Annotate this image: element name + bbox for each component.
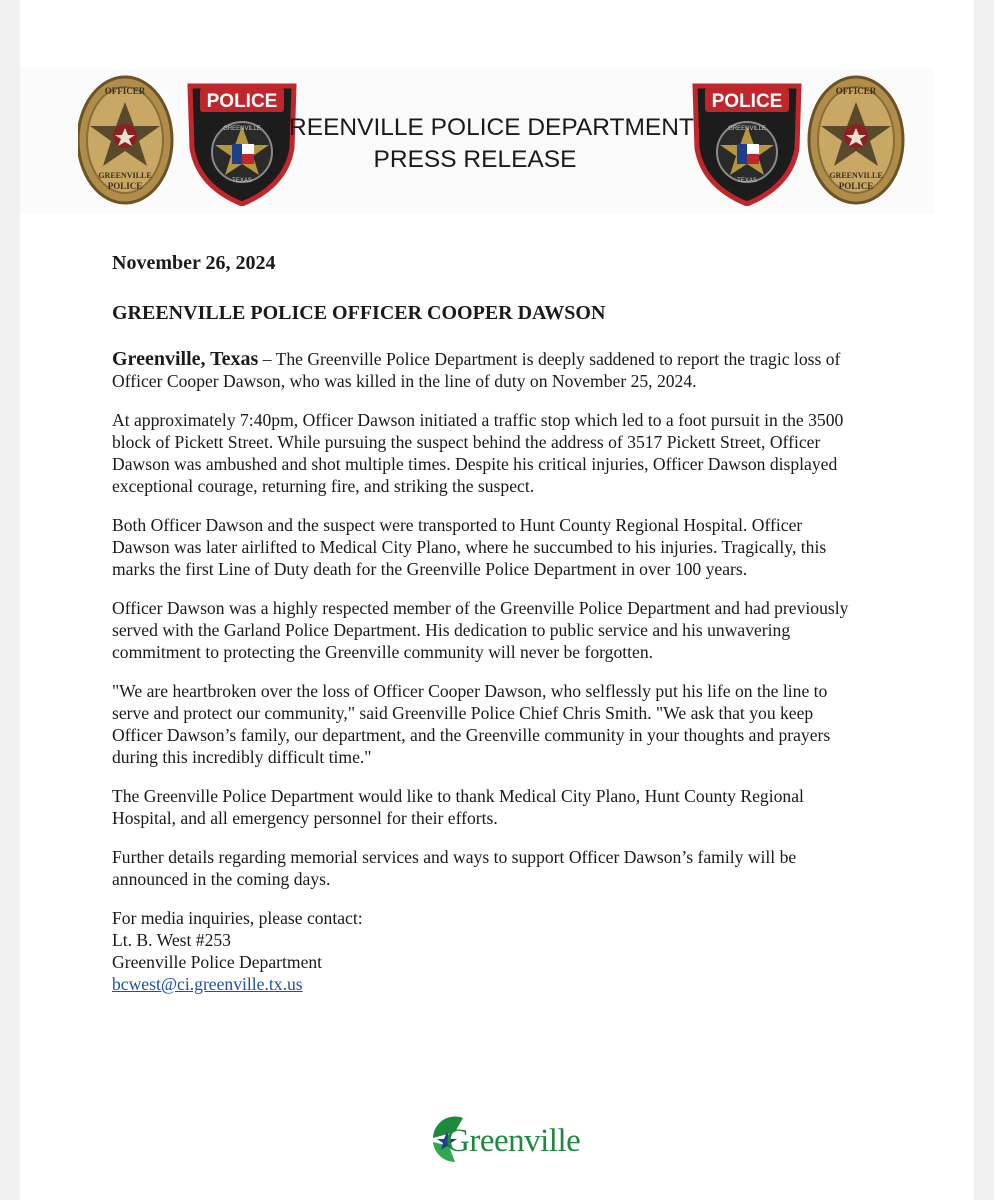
svg-text:GREENVILLE: GREENVILLE	[98, 171, 152, 180]
release-headline: GREENVILLE POLICE OFFICER COOPER DAWSON	[112, 302, 606, 324]
paragraph-2: At approximately 7:40pm, Officer Dawson initiated a traffic stop which led to a foot pursuit in the 3500 block of Pickett Street. While pursuing the suspect behind the address of 3517 Pickett Street, Officer Dawson was ambushed and shot multiple times. Despite his critical injuries, Officer Dawson displayed exceptional courage, returning fire, and striking the suspect.	[112, 410, 844, 496]
contact-name: Lt. B. West #253	[112, 930, 231, 950]
svg-text:GREENVILLE: GREENVILLE	[728, 126, 766, 132]
contact-intro: For media inquiries, please contact:	[112, 908, 363, 928]
svg-text:GREENVILLE: GREENVILLE	[223, 126, 261, 132]
greenville-wordmark: Greenville	[446, 1123, 581, 1159]
svg-text:GREENVILLE: GREENVILLE	[829, 171, 883, 180]
paragraph-5: "We are heartbroken over the loss of Officer Cooper Dawson, who selflessly put his life on the line to serve and protect our community," said Greenville Police Chief Chris Smith. "We ask that you keep Officer Dawson’s family, our department, and the Greenville community in your thoughts and prayers during this incredibly difficult time."	[112, 681, 831, 767]
officer-badge-icon	[78, 77, 172, 203]
right-badges	[675, 74, 905, 206]
contact-org: Greenville Police Department	[112, 952, 323, 972]
dateline: Greenville, Texas	[112, 348, 259, 370]
svg-text:OFFICER: OFFICER	[104, 86, 146, 96]
svg-text:TEXAS: TEXAS	[232, 178, 252, 184]
svg-text:POLICE: POLICE	[711, 91, 783, 112]
press-release-body	[112, 250, 862, 995]
header-title	[270, 112, 694, 176]
svg-text:TEXAS: TEXAS	[737, 178, 757, 184]
paragraph-6: The Greenville Police Department would like to thank Medical City Plano, Hunt County Regional Hospital, and all emergency personnel for their efforts.	[112, 786, 804, 828]
paragraph-1-text: – The Greenville Police Department is deeply saddened to report the tragic loss of Officer Cooper Dawson, who was killed in the line of duty on November 25, 2024.	[112, 349, 841, 391]
police-patch-icon	[695, 86, 799, 204]
paragraph-7: Further details regarding memorial services and ways to support Officer Dawson’s family will be announced in the coming days.	[112, 847, 797, 889]
department-title: GREENVILLE POLICE DEPARTMENT	[270, 114, 694, 141]
contact-email-link[interactable]: bcwest@ci.greenville.tx.us	[112, 974, 303, 994]
media-contact	[112, 907, 862, 995]
svg-text:POLICE: POLICE	[107, 181, 143, 191]
svg-text:OFFICER: OFFICER	[835, 86, 877, 96]
svg-text:POLICE: POLICE	[206, 91, 278, 112]
press-release-title: PRESS RELEASE	[373, 146, 577, 173]
officer-badge-icon	[809, 77, 903, 203]
svg-text:POLICE: POLICE	[838, 181, 874, 191]
paragraph-1	[112, 348, 862, 392]
release-date: November 26, 2024	[112, 252, 276, 274]
paragraph-4: Officer Dawson was a highly respected member of the Greenville Police Department and had previously served with the Garland Police Department. His dedication to public service and his unwavering commitment to protecting the Greenville community will never be forgotten.	[112, 598, 849, 662]
paragraph-3: Both Officer Dawson and the suspect were transported to Hunt County Regional Hospital. Officer Dawson was later airlifted to Medical City Plano, where he succumbed to his injuries. Tragically, this marks the first Line of Duty death for the Greenville Police Department in over 100 years.	[112, 515, 827, 579]
